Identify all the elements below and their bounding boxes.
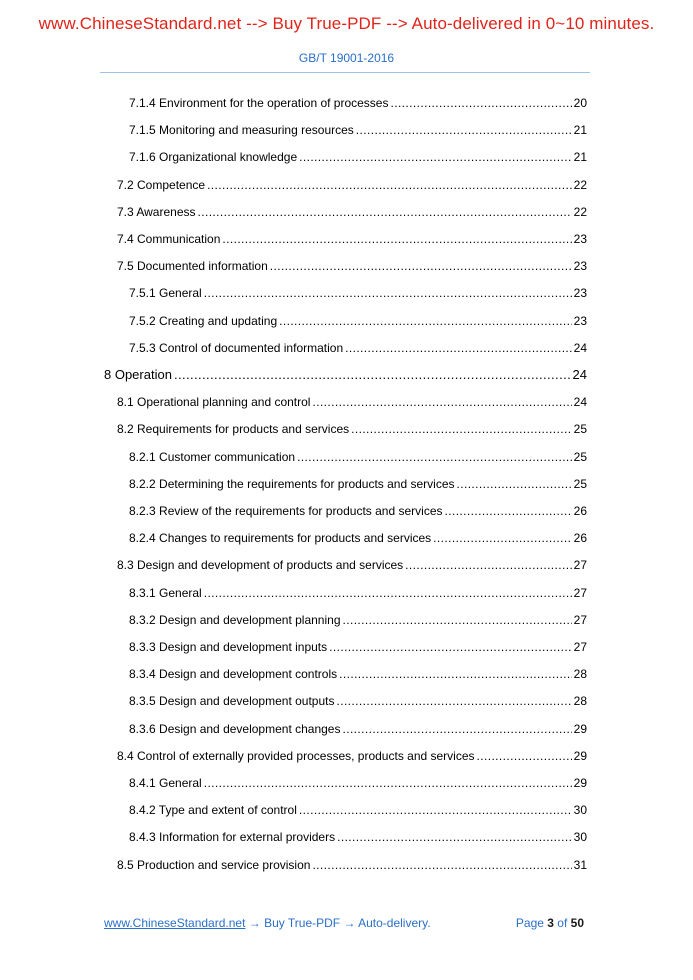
promo-banner[interactable]: www.ChineseStandard.net --> Buy True-PDF --> Auto-delivered in 0~10 minutes. — [38, 14, 655, 33]
toc-entry[interactable] — [117, 257, 587, 275]
toc-entry-title: 7.3 Awareness — [117, 204, 196, 219]
toc-dot-leader — [405, 556, 571, 574]
toc-dot-leader — [222, 230, 571, 248]
toc-entry-title: 7.1.6 Organizational knowledge — [129, 150, 298, 165]
toc-entry-page: 27 — [573, 585, 587, 600]
toc-dot-leader — [297, 448, 572, 466]
toc-entry-page: 27 — [573, 612, 587, 627]
toc-entry-page: 23 — [573, 313, 587, 328]
toc-entry[interactable] — [117, 420, 587, 438]
toc-entry-page: 28 — [573, 694, 587, 709]
toc-entry-page: 22 — [573, 177, 587, 192]
toc-entry-title: 8.3.4 Design and development controls — [129, 667, 338, 682]
toc-entry-title: 7.4 Communication — [117, 232, 221, 246]
toc-entry-title: 8.2.1 Customer communication — [129, 449, 296, 464]
toc-entry-page: 23 — [573, 259, 587, 274]
footer-website-link[interactable]: www.ChineseStandard.net — [104, 916, 246, 930]
toc-entry[interactable] — [129, 502, 587, 520]
toc-entry-page: 26 — [573, 504, 587, 518]
toc-entry-page: 30 — [573, 830, 587, 845]
page-number: Page 3 of 50 — [515, 916, 584, 930]
toc-dot-leader — [204, 774, 572, 792]
toc-dot-leader — [457, 475, 572, 493]
toc-entry-title: 7.5.3 Control of documented information — [129, 340, 344, 355]
toc-entry-title: 8.5 Production and service provision — [117, 857, 311, 872]
toc-entry-title: 8 Operation — [104, 367, 172, 382]
toc-entry-page: 24 — [572, 367, 587, 382]
toc-dot-leader — [312, 856, 571, 874]
toc-entry-page: 25 — [573, 422, 587, 437]
toc-entry-page: 27 — [573, 558, 587, 573]
toc-entry-page: 26 — [573, 531, 587, 546]
toc-entry[interactable] — [104, 366, 587, 384]
toc-entry-title: 7.1.4 Environment for the operation of processes — [129, 96, 389, 110]
toc-entry[interactable] — [129, 584, 587, 602]
toc-entry-title: 7.2 Competence — [117, 177, 206, 192]
toc-entry[interactable] — [129, 312, 587, 330]
toc-dot-leader — [204, 284, 572, 302]
toc-entry[interactable] — [129, 828, 587, 846]
toc-entry[interactable] — [129, 148, 587, 166]
footer-tagline: → Buy True-PDF → Auto-delivery. — [245, 916, 431, 930]
toc-entry-page: 22 — [573, 204, 587, 219]
header-divider — [100, 72, 590, 73]
toc-dot-leader — [356, 121, 572, 139]
toc-entry-title: 8.2.4 Changes to requirements for products and services — [129, 531, 432, 546]
toc-dot-leader — [174, 366, 571, 384]
toc-dot-leader — [336, 692, 571, 710]
toc-entry-page: 20 — [573, 96, 587, 110]
toc-entry-page: 24 — [573, 340, 587, 355]
toc-entry[interactable] — [129, 339, 587, 357]
toc-entry[interactable] — [129, 720, 587, 738]
toc-entry[interactable] — [129, 692, 587, 710]
toc-entry[interactable] — [129, 448, 587, 466]
toc-entry[interactable] — [129, 121, 587, 139]
toc-dot-leader — [390, 94, 571, 112]
toc-entry-page: 25 — [573, 449, 587, 464]
toc-entry-title: 8.3.5 Design and development outputs — [129, 694, 335, 709]
toc-entry-page: 23 — [573, 232, 587, 246]
toc-entry-page: 25 — [573, 476, 587, 491]
toc-entry-title: 7.5 Documented information — [117, 259, 268, 274]
toc-entry[interactable] — [129, 638, 587, 656]
toc-entry-page: 29 — [573, 721, 587, 736]
toc-dot-leader — [477, 747, 572, 765]
toc-entry-title: 8.4 Control of externally provided processes, products and services — [117, 748, 475, 763]
toc-entry-page: 27 — [573, 640, 587, 654]
toc-entry[interactable] — [117, 556, 587, 574]
toc-dot-leader — [339, 665, 572, 683]
toc-dot-leader — [343, 611, 572, 629]
toc-entry-title: 8.3 Design and development of products and services — [117, 558, 404, 573]
toc-entry-title: 8.1 Operational planning and control — [117, 395, 311, 410]
toc-entry[interactable] — [117, 230, 587, 248]
toc-entry-title: 8.2 Requirements for products and services — [117, 422, 350, 437]
toc-dot-leader — [445, 502, 572, 520]
toc-dot-leader — [198, 203, 572, 221]
toc-dot-leader — [279, 312, 572, 330]
toc-entry-title: 7.5.2 Creating and updating — [129, 313, 278, 328]
toc-entry[interactable] — [129, 774, 587, 792]
toc-entry-title: 8.4.2 Type and extent of control — [129, 803, 297, 818]
toc-entry-title: 8.2.2 Determining the requirements for products and services — [129, 476, 455, 491]
toc-entry-page: 21 — [573, 123, 587, 138]
toc-entry-page: 28 — [573, 667, 587, 682]
toc-entry[interactable] — [129, 529, 587, 547]
toc-entry-title: 8.2.3 Review of the requirements for products and services — [129, 504, 443, 518]
toc-entry-title: 7.1.5 Monitoring and measuring resources — [129, 123, 354, 138]
toc-entry[interactable] — [117, 203, 587, 221]
toc-dot-leader — [329, 638, 572, 656]
toc-dot-leader — [312, 393, 571, 411]
toc-dot-leader — [207, 176, 572, 194]
toc-dot-leader — [337, 828, 572, 846]
toc-entry[interactable] — [117, 747, 587, 765]
toc-entry-page: 30 — [573, 803, 587, 818]
toc-dot-leader — [299, 801, 572, 819]
toc-entry[interactable] — [117, 856, 587, 874]
toc-entry[interactable] — [129, 801, 587, 819]
toc-dot-leader — [299, 148, 572, 166]
toc-entry-title: 8.3.1 General — [129, 585, 202, 600]
toc-entry-page: 29 — [573, 776, 587, 790]
toc-entry-page: 23 — [573, 286, 587, 301]
toc-entry-title: 8.4.3 Information for external providers — [129, 830, 336, 845]
toc-entry[interactable] — [117, 176, 587, 194]
toc-entry-page: 31 — [573, 857, 587, 872]
toc-dot-leader — [342, 720, 571, 738]
toc-dot-leader — [345, 339, 572, 357]
toc-dot-leader — [204, 584, 572, 602]
toc-entry[interactable] — [129, 284, 587, 302]
toc-entry[interactable] — [117, 393, 587, 411]
page-footer — [104, 916, 584, 932]
toc-entry-title: 8.3.6 Design and development changes — [129, 721, 341, 736]
toc-dot-leader — [351, 420, 572, 438]
toc-entry-title: 8.3.3 Design and development inputs — [129, 640, 328, 654]
toc-dot-leader — [433, 529, 571, 547]
toc-entry-page: 21 — [573, 150, 587, 165]
toc-entry-page: 29 — [573, 748, 587, 763]
toc-entry-title: 8.4.1 General — [129, 776, 202, 790]
toc-entry[interactable] — [129, 665, 587, 683]
toc-dot-leader — [270, 257, 572, 275]
document-id: GB/T 19001-2016 — [298, 51, 395, 65]
toc-entry[interactable] — [129, 475, 587, 493]
toc-entry-title: 8.3.2 Design and development planning — [129, 612, 341, 627]
toc-entry[interactable] — [129, 94, 587, 112]
toc-entry[interactable] — [129, 611, 587, 629]
toc-entry-title: 7.5.1 General — [129, 286, 202, 301]
toc-entry-page: 24 — [573, 395, 587, 410]
